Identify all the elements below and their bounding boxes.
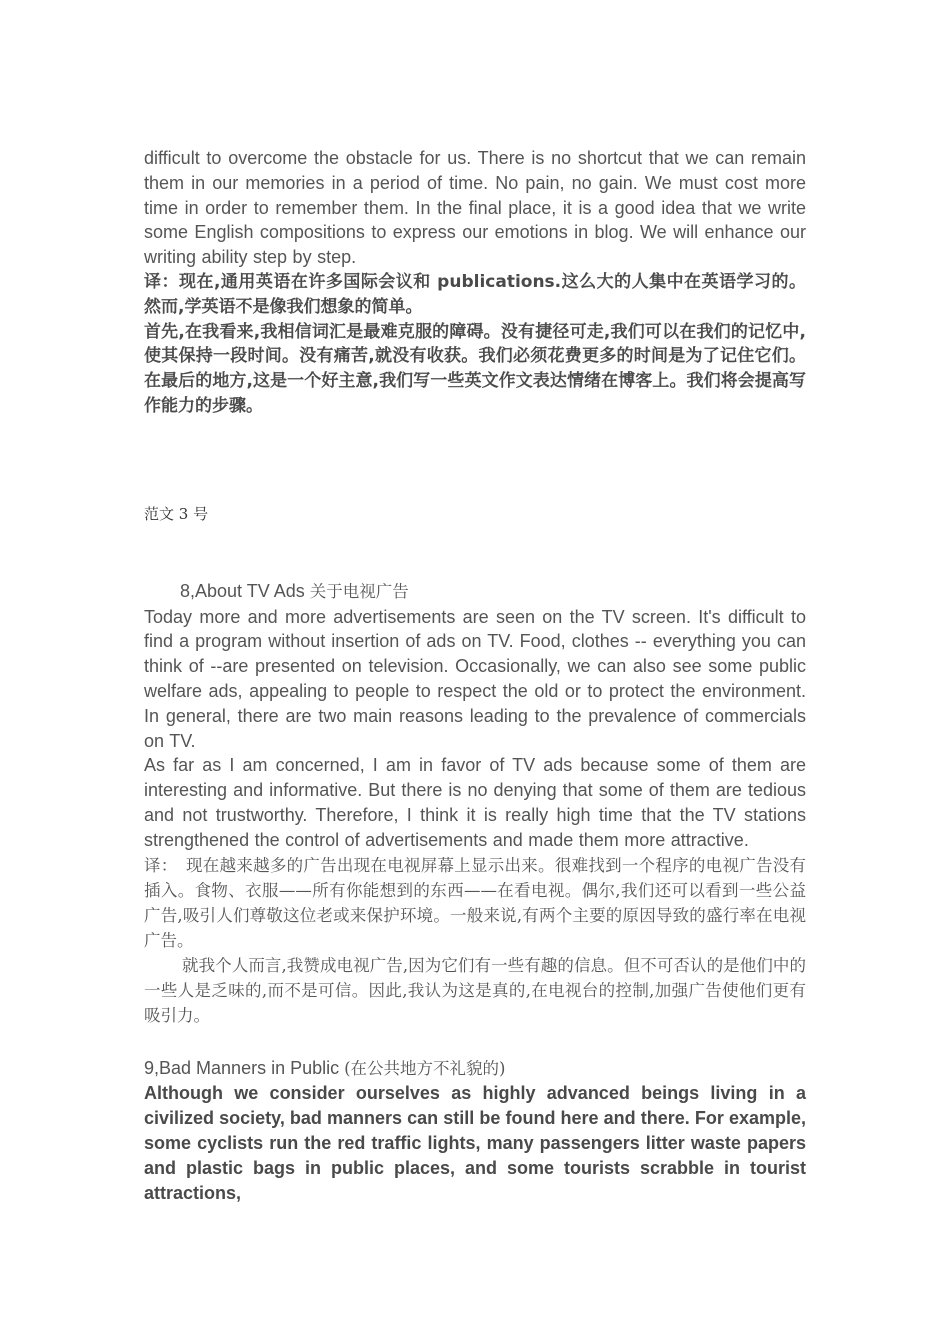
essay-title-english: 9,Bad Manners in Public <box>144 1057 345 1078</box>
translation-paragraph: 首先,在我看来,我相信词汇是最难克服的障碍。没有捷径可走,我们可以在我们的记忆中,使其保持一段时间。没有痛苦,就没有收获。我们必须花费更多的时间是为了记住它们。在最后的地方,这是一个好主意,我们写一些英文作文表达情绪在博客上。我们将会提高写作能力的步骤。 <box>144 321 806 416</box>
essay-title-english: 8,About TV Ads <box>180 580 310 601</box>
essay-paragraph-english: As far as I am concerned, I am in favor of TV ads because some of them are interesting and informative. But there is no denying that some of them are tedious and not trustworthy. Therefore, I think it is really high time that the TV stations strengthened the control of advertisements and made them more attractive. <box>144 755 806 850</box>
document-page <box>144 146 806 1205</box>
translation-paragraph: 译： 现在越来越多的广告出现在电视屏幕上显示出来。很难找到一个程序的电视广告没有插入。食物、衣服——所有你能想到的东西——在看电视。偶尔,我们还可以看到一些公益广告,吸引人们尊敬这位老或来保护环境。一般来说,有两个主要的原因导致的盛行率在电视广告。 <box>144 855 806 950</box>
essay-paragraph-english: difficult to overcome the obstacle for us. There is no shortcut that we can remain them in our memories in a period of time. No pain, no gain. We must cost more time in order to remember them. In the final place, it is a good idea that we write some English compositions to express our emotions in blog. We will enhance our writing ability step by step. <box>144 148 806 268</box>
section-label: 范文 3 号 <box>144 504 209 523</box>
essay-title <box>144 579 806 605</box>
essay-title <box>144 1056 806 1082</box>
essay-paragraph-english: Today more and more advertisements are seen on the TV screen. It's difficult to find a program without insertion of ads on TV. Food, clothes -- everything you can think of --are presented on television. Occasionally, we can also see some public welfare ads, appealing to people to respect the old or to protect the environment. In general, there are two main reasons leading to the prevalence of commercials on TV. <box>144 606 806 751</box>
translation-paragraph: 就我个人而言,我赞成电视广告,因为它们有一些有趣的信息。但不可否认的是他们中的一些人是乏味的,而不是可信。因此,我认为这是真的,在电视台的控制,加强广告使他们更有吸引力。 <box>144 955 806 1025</box>
essay-title-chinese: (在公共地方不礼貌的) <box>344 1058 506 1078</box>
essay-title-chinese: 关于电视广告 <box>309 581 409 601</box>
translation-paragraph: 译：现在,通用英语在许多国际会议和 publications.这么大的人集中在英语学习的。然而,学英语不是像我们想象的简单。 <box>144 271 806 317</box>
essay-paragraph-english: Although we consider ourselves as highly advanced beings living in a civilized society, bad manners can still be found here and there. For example, some cyclists run the red traffic lights, many passengers litter waste papers and plastic bags in public places, and some tourists scrabble in tourist attractions, <box>144 1083 806 1203</box>
